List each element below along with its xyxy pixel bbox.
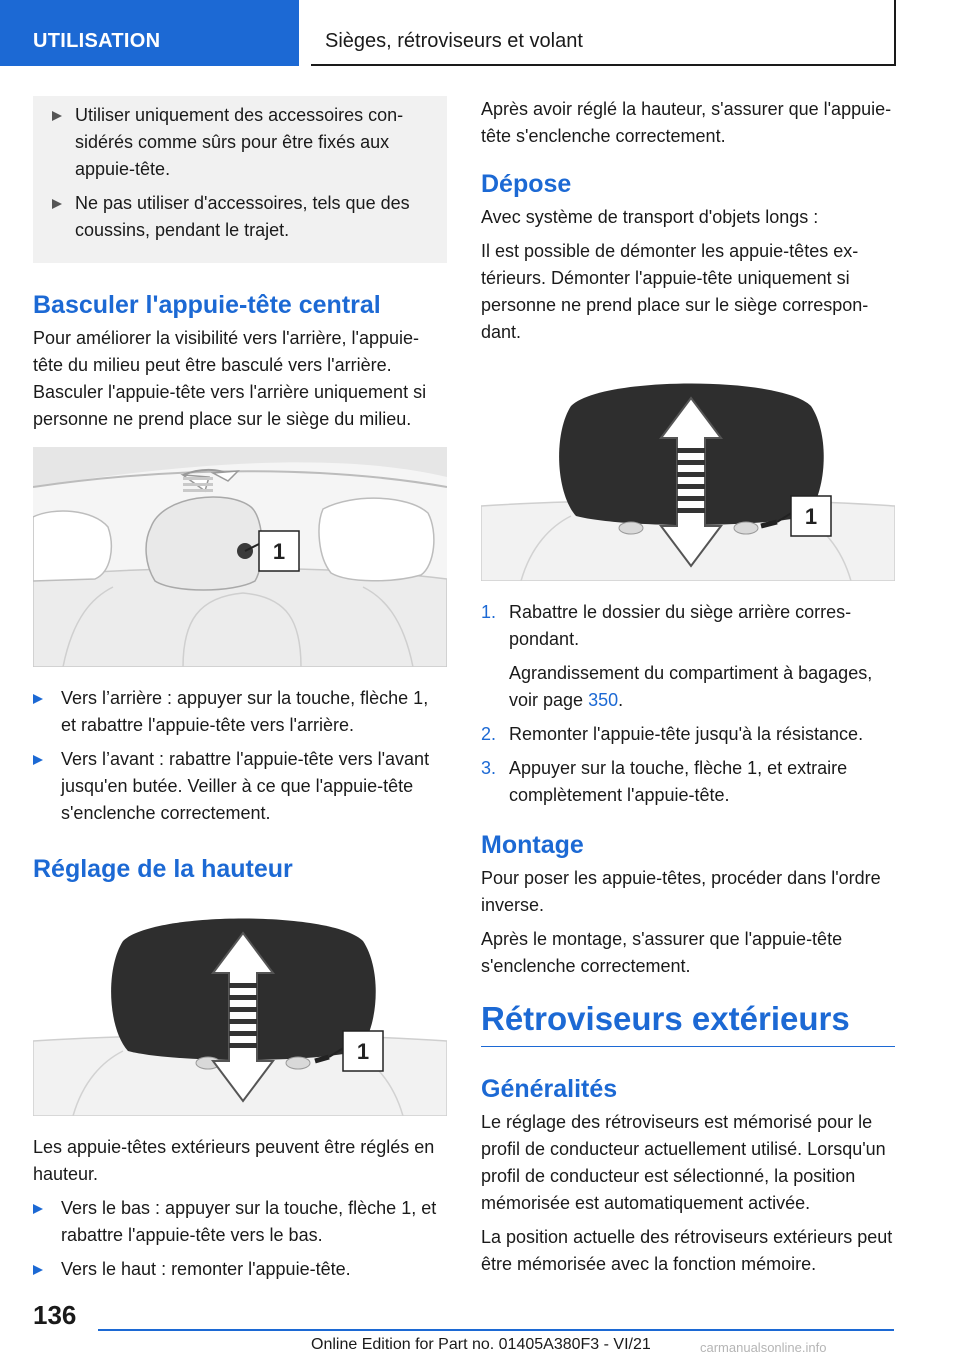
warning-item: Ne pas utiliser d'accessoires, tels que des coussins, pendant le trajet. [33,190,447,244]
svg-text:1: 1 [804,504,818,529]
mount-paragraph-2: Après le montage, s'assurer que l'appuie-tête s'enclenche correctement. [481,929,843,976]
watermark: carmanualsonline.info [700,1340,827,1355]
svg-text:1: 1 [272,539,286,564]
removal-paragraph-2: Il est possible de démonter les appuie-têtes extérieurs. Démonter l'appuie-tête uniquement si personne ne prend place sur le siège correspondant. [481,241,869,342]
section-heading-general: Généralités [481,1075,618,1103]
general-paragraph-1: Le réglage des rétroviseurs est mémorisé pour le profil de conducteur actuellement utilisé. Lorsqu'un profil de conducteur est sélectionné, la position mémorisée est automatiquement activée. [481,1112,886,1213]
list-item: Vers l’avant : rabattre l'appuie-tête vers l'avant jusqu'en butée. Veiller à ce que l'appuie-tête s'enclenche correctement. [33,746,447,827]
step-number: 1. [481,602,497,622]
mount-paragraph-1: Pour poser les appuie-têtes, procéder dans l'ordre inverse. [481,868,881,915]
edition-text: Online Edition for Part no. 01405A380F3 - VI/21 [311,1336,651,1353]
right-column [481,96,895,1285]
step-item: 3. Appuyer sur la touche, flèche 1, et extraire complètement l'appuie-tête. [481,755,895,809]
section-heading-mount: Montage [481,831,584,859]
left-column [33,96,447,1290]
triangle-bullet-icon [33,1265,43,1275]
tilt-paragraph: Pour améliorer la visibilité vers l'arrière, l'appuie-tête du milieu peut être basculé vers l'arrière. Basculer l'appuie-tête vers l'arrière uniquement si personne ne prend place sur le siège du milieu. [33,328,427,429]
section-title: UTILISATION [33,30,161,52]
warning-box [33,96,447,263]
warning-item: Utiliser uniquement des accessoires considérés comme sûrs pour être fixés aux appuie-tête. [33,102,447,183]
triangle-bullet-icon [33,694,43,704]
section-tab [0,0,299,66]
step-number: 3. [481,758,497,778]
list-item: Vers le haut : remonter l'appuie-tête. [33,1256,447,1283]
height-adjust-illustration [33,911,447,1116]
svg-text:1: 1 [356,1039,370,1064]
intro-paragraph: Après avoir réglé la hauteur, s'assurer que l'appuie-tête s'enclenche correctement. [481,99,892,146]
triangle-bullet-icon [33,755,43,765]
step-item: 2. Remonter l'appuie-tête jusqu'à la résistance. [481,721,895,748]
removal-illustration [481,376,895,581]
list-item: Vers l’arrière : appuyer sur la touche, flèche 1, et rabattre l'appuie-tête vers l'arrière. [33,685,447,739]
triangle-bullet-icon [33,1204,43,1214]
chapter-heading-mirrors: Rétroviseurs extérieurs [481,998,895,1047]
page-number: 136 [33,1300,77,1330]
triangle-bullet-icon [52,111,62,121]
step-item: 1. Rabattre le dossier du siège arrière correspondant. [481,599,895,653]
triangle-bullet-icon [52,199,62,209]
removal-paragraph-1: Avec système de transport d'objets longs : [481,207,819,227]
section-heading-tilt: Basculer l'appuie-tête central [33,291,381,319]
step-subnote: Agrandissement du compartiment à bagages, voir page 350. [509,663,873,710]
tilt-headrest-illustration [33,447,447,667]
section-heading-height: Réglage de la hauteur [33,855,293,883]
chapter-title: Sièges, rétroviseurs et volant [325,30,583,52]
height-paragraph: Les appuie-têtes extérieurs peuvent être réglés en hauteur. [33,1137,435,1184]
list-item: Vers le bas : appuyer sur la touche, flèche 1, et rabattre l'appuie-tête vers le bas. [33,1195,447,1249]
chapter-header [311,0,896,66]
step-number: 2. [481,724,497,744]
page-link[interactable]: 350 [588,690,619,710]
footer-divider [98,1329,894,1331]
section-heading-removal: Dépose [481,170,572,198]
general-paragraph-2: La position actuelle des rétroviseurs extérieurs peut être mémorisée avec la fonction mémoire. [481,1227,893,1274]
